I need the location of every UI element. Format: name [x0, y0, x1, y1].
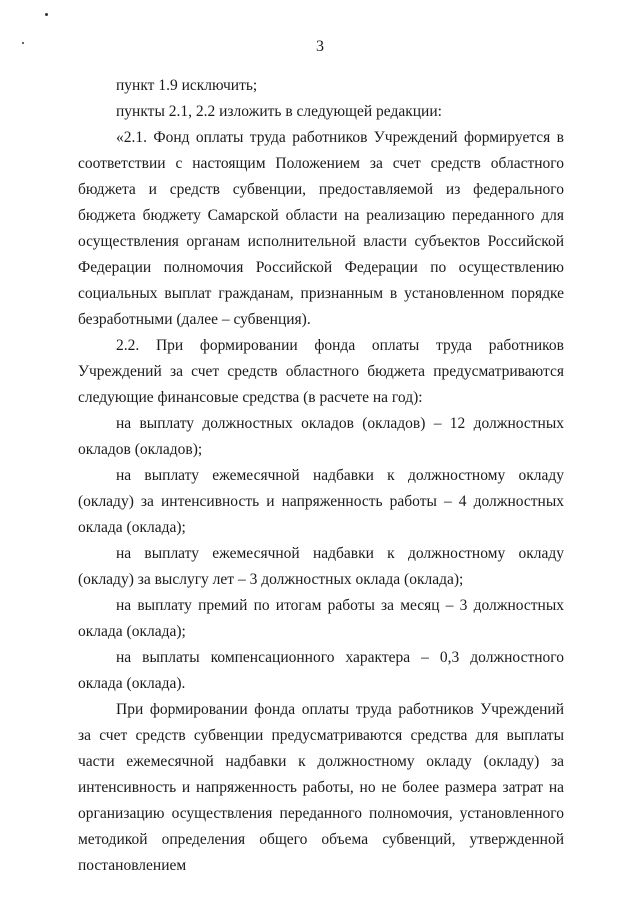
paragraph-new-wording: пункты 2.1, 2.2 изложить в следующей редакции:	[116, 103, 442, 120]
paragraph-compensation: на выплаты компенсационного характера – 0,3 должностного оклада (оклада).	[78, 649, 564, 692]
page-number: 3	[316, 38, 324, 55]
paragraph-monthly-premium: на выплату премий по итогам работы за месяц – 3 должностных оклада (оклада);	[78, 597, 564, 640]
document-body	[78, 73, 564, 879]
scan-speck	[45, 13, 48, 16]
paragraph-2-1: «2.1. Фонд оплаты труда работников Учреждений формируется в соответствии с настоящим Положением за счет средств областного бюджета и средств субвенции, предоставляемой из федерального бюджета бюджету Самарской области на реализацию переданного для осуществления органам исполнительной власти субъектов Российской Федерации полномочия Российской Федерации по осуществлению социальных выплат гражданам, признанным в установленном порядке безработными (далее – субвенция).	[78, 129, 564, 328]
paragraph-intensity-bonus: на выплату ежемесячной надбавки к должностному окладу (окладу) за интенсивность и напряженность работы – 4 должностных оклада (оклада);	[78, 467, 564, 536]
paragraph-subvention: При формировании фонда оплаты труда работников Учреждений за счет средств субвенции предусматриваются средства для выплаты части ежемесячной надбавки к должностному окладу (окладу) за интенсивность и напряженность работы, но не более размера затрат на организацию осуществления переданного полномочия, установленного методикой определения общего объема субвенций, утвержденной постановлением	[78, 701, 564, 874]
paragraph-seniority-bonus: на выплату ежемесячной надбавки к должностному окладу (окладу) за выслугу лет – 3 должностных оклада (оклада);	[78, 545, 564, 588]
paragraph-salary: на выплату должностных окладов (окладов) – 12 должностных окладов (окладов);	[78, 415, 564, 458]
paragraph-2-2: 2.2. При формировании фонда оплаты труда работников Учреждений за счет средств областного бюджета предусматриваются следующие финансовые средства (в расчете на год):	[78, 337, 564, 406]
paragraph-item-1-9: пункт 1.9 исключить;	[116, 77, 258, 94]
